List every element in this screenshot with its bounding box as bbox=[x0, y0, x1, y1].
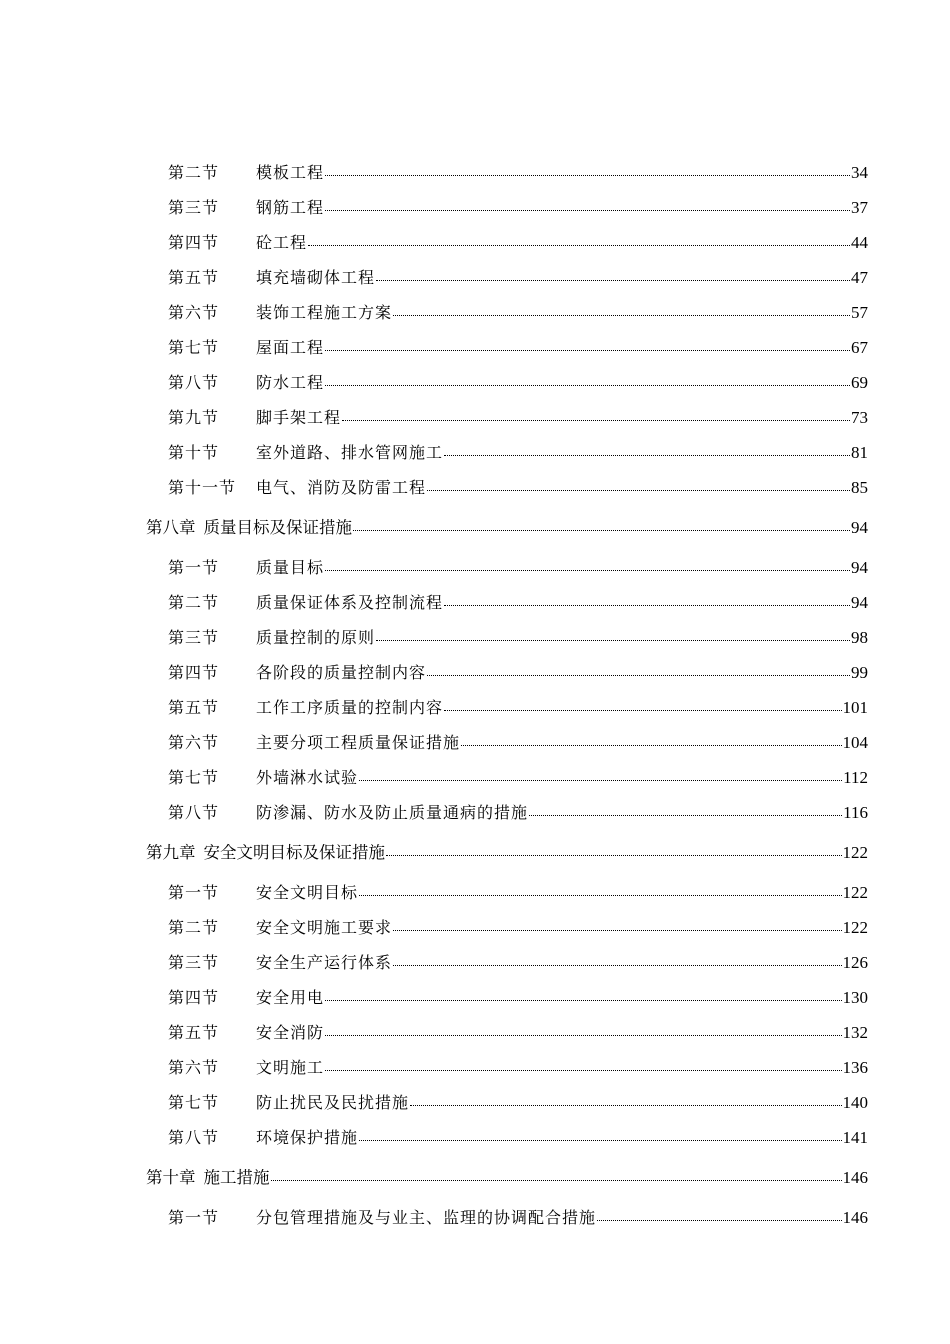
toc-entry-title: 环境保护措施 bbox=[256, 1128, 359, 1147]
toc-entry-title: 施工措施 bbox=[203, 1168, 270, 1187]
toc-entry-number: 第七节 bbox=[168, 768, 220, 787]
toc-entry-page-number: 146 bbox=[842, 1168, 868, 1187]
dot-leader bbox=[427, 489, 850, 491]
toc-entry-title: 质量保证体系及控制流程 bbox=[256, 593, 444, 612]
dot-leader bbox=[376, 639, 850, 641]
toc-entry-number: 第二节 bbox=[168, 163, 220, 182]
toc-chapter-entry[interactable] bbox=[146, 841, 868, 865]
toc-entry-title: 装饰工程施工方案 bbox=[256, 303, 393, 322]
toc-entry-page-number: 37 bbox=[851, 198, 868, 217]
toc-entry-page-number: 73 bbox=[851, 408, 868, 427]
dot-leader bbox=[393, 964, 841, 966]
toc-entry-title: 安全用电 bbox=[256, 988, 325, 1007]
toc-entry-page-number: 104 bbox=[842, 733, 868, 752]
toc-entry-page-number: 140 bbox=[842, 1093, 868, 1112]
toc-section-entry[interactable] bbox=[168, 266, 868, 290]
dot-leader bbox=[444, 454, 850, 456]
toc-entry-page-number: 47 bbox=[851, 268, 868, 287]
toc-section-entry[interactable] bbox=[168, 766, 868, 790]
toc-entry-title: 分包管理措施及与业主、监理的协调配合措施 bbox=[256, 1208, 597, 1227]
dot-leader bbox=[386, 854, 842, 856]
toc-entry-title: 室外道路、排水管网施工 bbox=[256, 443, 444, 462]
toc-section-entry[interactable] bbox=[168, 371, 868, 395]
toc-entry-page-number: 126 bbox=[842, 953, 868, 972]
toc-entry-page-number: 94 bbox=[851, 558, 868, 577]
toc-entry-number: 第四节 bbox=[168, 663, 220, 682]
dot-leader bbox=[325, 1069, 841, 1071]
toc-section-entry[interactable] bbox=[168, 1091, 868, 1115]
dot-leader bbox=[427, 674, 850, 676]
toc-entry-page-number: 69 bbox=[851, 373, 868, 392]
toc-entry-title: 安全文明目标及保证措施 bbox=[203, 843, 385, 862]
toc-entry-number: 第九章 bbox=[146, 843, 196, 862]
toc-entry-number: 第二节 bbox=[168, 593, 220, 612]
toc-entry-number: 第五节 bbox=[168, 1023, 220, 1042]
dot-leader bbox=[444, 709, 841, 711]
toc-entry-number: 第一节 bbox=[168, 1208, 220, 1227]
toc-section-entry[interactable] bbox=[168, 801, 868, 825]
toc-section-entry[interactable] bbox=[168, 696, 868, 720]
dot-leader bbox=[271, 1179, 842, 1181]
toc-entry-number: 第六节 bbox=[168, 733, 220, 752]
toc-section-entry[interactable] bbox=[168, 161, 868, 185]
dot-leader bbox=[529, 814, 842, 816]
toc-entry-title: 模板工程 bbox=[256, 163, 325, 182]
toc-entry-title: 外墙淋水试验 bbox=[256, 768, 359, 787]
toc-entry-title: 防水工程 bbox=[256, 373, 325, 392]
toc-entry-number: 第八节 bbox=[168, 803, 220, 822]
dot-leader bbox=[325, 569, 850, 571]
dot-leader bbox=[325, 999, 841, 1001]
toc-entry-number: 第八节 bbox=[168, 1128, 220, 1147]
toc-chapter-entry[interactable] bbox=[146, 516, 868, 540]
toc-section-entry[interactable] bbox=[168, 196, 868, 220]
toc-entry-title: 工作工序质量的控制内容 bbox=[256, 698, 444, 717]
toc-section-entry[interactable] bbox=[168, 731, 868, 755]
toc-entry-page-number: 122 bbox=[842, 918, 868, 937]
toc-entry-title: 质量目标 bbox=[256, 558, 325, 577]
toc-entry-number: 第三节 bbox=[168, 198, 220, 217]
toc-section-entry[interactable] bbox=[168, 556, 868, 580]
dot-leader bbox=[359, 1139, 841, 1141]
toc-section-entry[interactable] bbox=[168, 626, 868, 650]
toc-entry-title: 质量目标及保证措施 bbox=[203, 518, 352, 537]
toc-entry-page-number: 116 bbox=[843, 803, 868, 822]
toc-entry-page-number: 101 bbox=[842, 698, 868, 717]
toc-entry-page-number: 44 bbox=[851, 233, 868, 252]
toc-entry-page-number: 112 bbox=[843, 768, 868, 787]
dot-leader bbox=[393, 929, 841, 931]
toc-entry-page-number: 122 bbox=[842, 883, 868, 902]
toc-entry-number: 第四节 bbox=[168, 233, 220, 252]
toc-entry-title: 电气、消防及防雷工程 bbox=[256, 478, 427, 497]
dot-leader bbox=[597, 1219, 841, 1221]
toc-section-entry[interactable] bbox=[168, 1056, 868, 1080]
toc-entry-number: 第五节 bbox=[168, 698, 220, 717]
dot-leader bbox=[325, 1034, 841, 1036]
toc-section-entry[interactable] bbox=[168, 951, 868, 975]
dot-leader bbox=[359, 894, 841, 896]
toc-entry-page-number: 67 bbox=[851, 338, 868, 357]
dot-leader bbox=[325, 209, 850, 211]
toc-entry-number: 第八节 bbox=[168, 373, 220, 392]
toc-entry-title: 砼工程 bbox=[256, 233, 308, 252]
toc-entry-page-number: 57 bbox=[851, 303, 868, 322]
toc-entry-page-number: 81 bbox=[851, 443, 868, 462]
toc-entry-page-number: 122 bbox=[842, 843, 868, 862]
toc-section-entry[interactable] bbox=[168, 1206, 868, 1230]
dot-leader bbox=[376, 279, 850, 281]
toc-entry-title: 主要分项工程质量保证措施 bbox=[256, 733, 461, 752]
toc-entry-page-number: 94 bbox=[851, 593, 868, 612]
toc-entry-number: 第二节 bbox=[168, 918, 220, 937]
toc-section-entry[interactable] bbox=[168, 476, 868, 500]
toc-entry-title: 各阶段的质量控制内容 bbox=[256, 663, 427, 682]
toc-section-entry[interactable] bbox=[168, 1126, 868, 1150]
toc-entry-number: 第七节 bbox=[168, 1093, 220, 1112]
toc-section-entry[interactable] bbox=[168, 1021, 868, 1045]
toc-entry-page-number: 98 bbox=[851, 628, 868, 647]
toc-entry-page-number: 94 bbox=[851, 518, 868, 537]
dot-leader bbox=[308, 244, 850, 246]
toc-entry-page-number: 99 bbox=[851, 663, 868, 682]
toc-section-entry[interactable] bbox=[168, 336, 868, 360]
toc-entry-number: 第一节 bbox=[168, 558, 220, 577]
dot-leader bbox=[393, 314, 850, 316]
toc-section-entry[interactable] bbox=[168, 591, 868, 615]
dot-leader bbox=[359, 779, 842, 781]
dot-leader bbox=[325, 174, 850, 176]
dot-leader bbox=[410, 1104, 841, 1106]
toc-entry-number: 第八章 bbox=[146, 518, 196, 537]
toc-entry-title: 安全文明施工要求 bbox=[256, 918, 393, 937]
toc-entry-number: 第四节 bbox=[168, 988, 220, 1007]
toc-entry-title: 安全生产运行体系 bbox=[256, 953, 393, 972]
toc-entry-title: 填充墙砌体工程 bbox=[256, 268, 376, 287]
toc-section-entry[interactable] bbox=[168, 301, 868, 325]
toc-entry-number: 第十章 bbox=[146, 1168, 196, 1187]
toc-entry-title: 钢筋工程 bbox=[256, 198, 325, 217]
toc-entry-title: 安全文明目标 bbox=[256, 883, 359, 902]
toc-entry-number: 第七节 bbox=[168, 338, 220, 357]
toc-entry-title: 屋面工程 bbox=[256, 338, 325, 357]
toc-entry-number: 第三节 bbox=[168, 953, 220, 972]
toc-entry-number: 第五节 bbox=[168, 268, 220, 287]
toc-entry-page-number: 132 bbox=[842, 1023, 868, 1042]
toc-entry-title: 安全消防 bbox=[256, 1023, 325, 1042]
toc-entry-page-number: 130 bbox=[842, 988, 868, 1007]
toc-entry-title: 文明施工 bbox=[256, 1058, 325, 1077]
toc-entry-page-number: 141 bbox=[842, 1128, 868, 1147]
toc-entry-page-number: 85 bbox=[851, 478, 868, 497]
toc-section-entry[interactable] bbox=[168, 986, 868, 1010]
toc-entry-number: 第六节 bbox=[168, 1058, 220, 1077]
dot-leader bbox=[461, 744, 841, 746]
toc-entry-title: 脚手架工程 bbox=[256, 408, 342, 427]
dot-leader bbox=[353, 529, 850, 531]
toc-section-entry[interactable] bbox=[168, 406, 868, 430]
dot-leader bbox=[325, 349, 850, 351]
toc-entry-title: 防止扰民及民扰措施 bbox=[256, 1093, 410, 1112]
toc-entry-page-number: 146 bbox=[842, 1208, 868, 1227]
toc-section-entry[interactable] bbox=[168, 661, 868, 685]
toc-entry-number: 第九节 bbox=[168, 408, 220, 427]
toc-section-entry[interactable] bbox=[168, 231, 868, 255]
toc-entry-number: 第六节 bbox=[168, 303, 220, 322]
toc-chapter-entry[interactable] bbox=[146, 1166, 868, 1190]
toc-entry-page-number: 34 bbox=[851, 163, 868, 182]
toc-entry-number: 第一节 bbox=[168, 883, 220, 902]
toc-entry-number: 第十一节 bbox=[168, 478, 237, 497]
toc-section-entry[interactable] bbox=[168, 881, 868, 905]
toc-entry-number: 第十节 bbox=[168, 443, 220, 462]
toc-entry-page-number: 136 bbox=[842, 1058, 868, 1077]
dot-leader bbox=[444, 604, 850, 606]
toc-section-entry[interactable] bbox=[168, 441, 868, 465]
toc-entry-number: 第三节 bbox=[168, 628, 220, 647]
toc-entry-title: 防渗漏、防水及防止质量通病的措施 bbox=[256, 803, 529, 822]
dot-leader bbox=[325, 384, 850, 386]
toc-section-entry[interactable] bbox=[168, 916, 868, 940]
dot-leader bbox=[342, 419, 850, 421]
toc-entry-title: 质量控制的原则 bbox=[256, 628, 376, 647]
